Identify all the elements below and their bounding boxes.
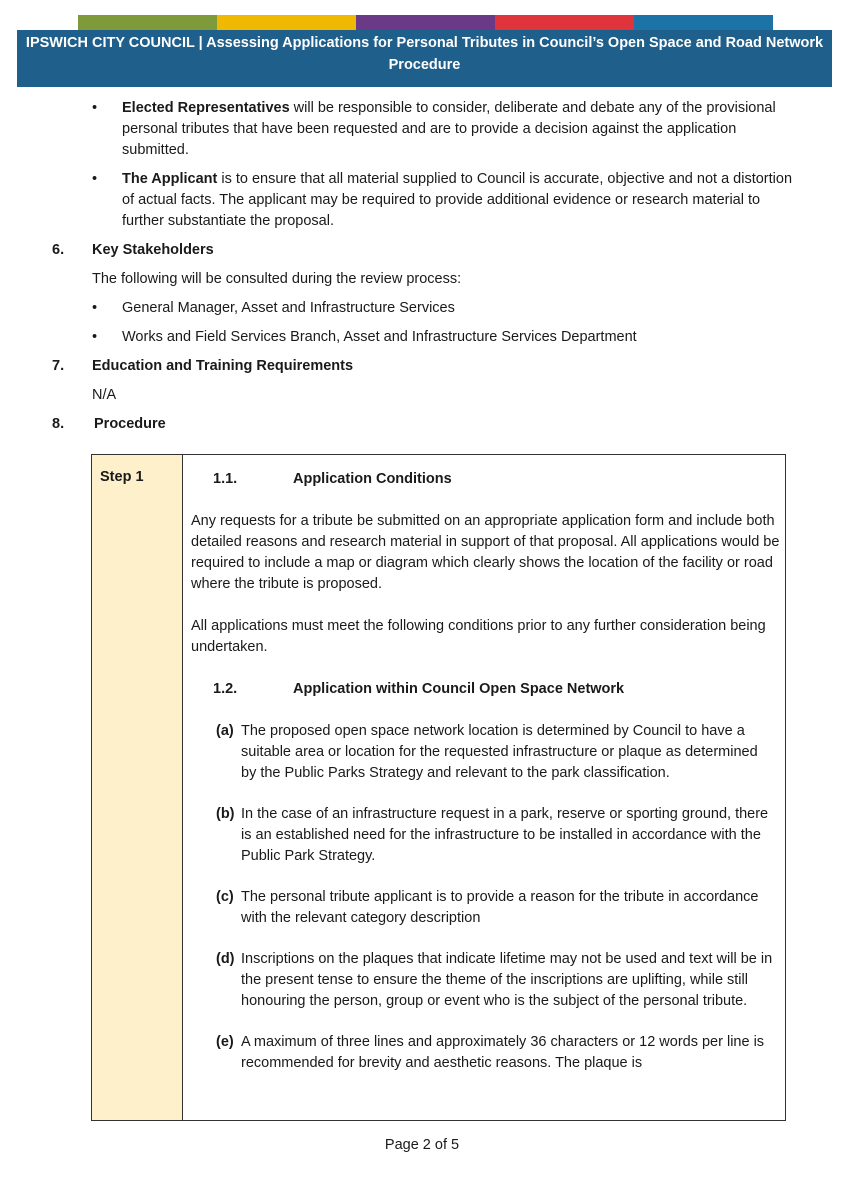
subsection-number: 1.2. <box>213 681 238 697</box>
role-item <box>92 98 792 161</box>
condition-item <box>216 804 776 867</box>
condition-item <box>216 721 776 784</box>
section-heading <box>52 414 844 435</box>
section-number: 8. <box>52 416 65 432</box>
header-color-bar <box>78 15 773 30</box>
stakeholder-text: Works and Field Services Branch, Asset and Infrastructure Services Department <box>122 329 637 345</box>
condition-label: (b) <box>216 806 235 822</box>
condition-text: A maximum of three lines and approximately 36 characters or 12 words per line is recommended for brevity and aesthetic reasons. The plaque is <box>241 1034 765 1071</box>
bullet-icon: • <box>92 100 98 116</box>
document-title: IPSWICH CITY COUNCIL | Assessing Applications for Personal Tributes in Council’s Open Space and Road Network Procedure <box>25 35 824 73</box>
color-bar-segment <box>217 15 356 30</box>
page-content <box>0 98 844 443</box>
color-bar-segment <box>495 15 634 30</box>
condition-text: Inscriptions on the plaques that indicate lifetime may not be used and text will be in the present tense to ensure the theme of the inscriptions are uplifting, while still honouring the person, group or event who is the subject of the personal tribute. <box>241 951 773 1009</box>
document-header <box>17 30 832 87</box>
subsection-title: Application Conditions <box>293 471 452 487</box>
bullet-icon: • <box>92 171 98 187</box>
paragraph: All applications must meet the following conditions prior to any further consideration being undertaken. <box>191 618 766 655</box>
section-intro: The following will be consulted during the review process: <box>92 271 462 287</box>
section-number: 6. <box>52 242 65 258</box>
color-bar-segment <box>634 15 773 30</box>
step-label: Step 1 <box>100 469 144 485</box>
section-title: Education and Training Requirements <box>92 358 354 374</box>
paragraph: Any requests for a tribute be submitted on an appropriate application form and include both detailed reasons and research material in support of that proposal. All applications would be required to include a map or diagram which clearly shows the location of the facility or road where the tribute is proposed. <box>191 513 780 592</box>
page-number: Page 2 of 5 <box>384 1137 460 1153</box>
color-bar-segment <box>78 15 217 30</box>
section-title: Procedure <box>94 416 166 432</box>
role-term: Elected Representatives <box>122 100 290 116</box>
role-term: The Applicant <box>122 171 218 187</box>
stakeholder-item <box>92 298 792 319</box>
role-item <box>92 169 793 232</box>
subsection-title: Application within Council Open Space Network <box>293 681 625 697</box>
subsection-heading <box>213 679 775 700</box>
condition-text: The proposed open space network location is determined by Council to have a suitable area or location for the requested infrastructure or plaque as determined by the Public Parks Strategy and relevant to the park classification. <box>241 723 758 781</box>
condition-label: (a) <box>216 723 234 739</box>
section-heading <box>52 356 844 377</box>
condition-label: (e) <box>216 1034 234 1050</box>
subsection-number: 1.1. <box>213 471 238 487</box>
section-heading <box>52 240 844 261</box>
condition-label: (d) <box>216 951 235 967</box>
stakeholder-item <box>92 327 792 348</box>
section-text: N/A <box>92 387 117 403</box>
bullet-icon: • <box>92 329 98 345</box>
condition-label: (c) <box>216 889 234 905</box>
section-number: 7. <box>52 358 65 374</box>
condition-item <box>216 1032 776 1074</box>
condition-text: The personal tribute applicant is to provide a reason for the tribute in accordance with the relevant category description <box>241 889 759 926</box>
bullet-icon: • <box>92 300 98 316</box>
role-text: will be responsible to consider, deliberate and debate any of the provisional personal tributes that have been requested and are to provide a decision against the application submitted. <box>122 100 776 158</box>
stakeholder-text: General Manager, Asset and Infrastructure Services <box>122 300 455 316</box>
procedure-table <box>91 454 786 1121</box>
step-body-cell <box>183 455 785 1120</box>
condition-text: In the case of an infrastructure request in a park, reserve or sporting ground, there is an established need for the infrastructure to be installed in accordance with the Public Park Strategy. <box>241 806 769 864</box>
subsection-heading <box>213 469 775 490</box>
condition-item <box>216 887 776 929</box>
color-bar-segment <box>356 15 495 30</box>
condition-item <box>216 949 776 1012</box>
role-text: is to ensure that all material supplied to Council is accurate, objective and not a distortion of actual facts. The applicant may be required to provide additional evidence or research material to further substantiate the proposal. <box>122 171 793 229</box>
section-title: Key Stakeholders <box>92 242 214 258</box>
step-label-cell <box>92 455 183 1120</box>
